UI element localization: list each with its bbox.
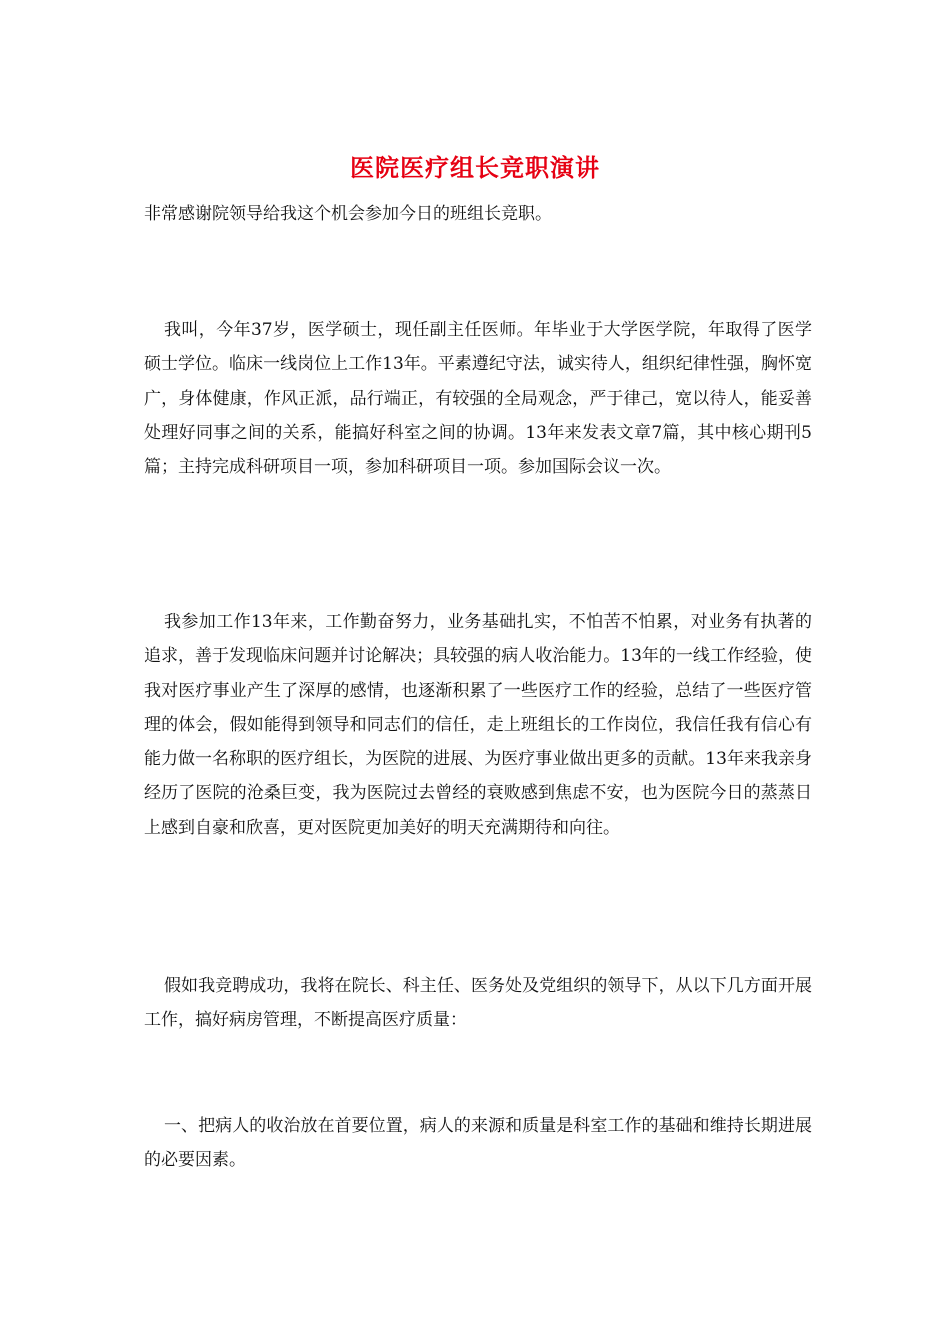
body-paragraph: 我叫，今年37岁，医学硕士，现任副主任医师。年毕业于大学医学院，年取得了医学硕士学位。临床一线岗位上工作13年。平素遵纪守法，诚实待人，组织纪律性强，胸怀宽广，身体健康，作风正派，品行端正，有较强的全局观念，严于律己，宽以待人，能妥善处理好同事之间的关系，能搞好科室之间的协调。13年来发表文章7篇，其中核心期刊5篇；主持完成科研项目一项，参加科研项目一项。参加国际会议一次。 [144, 320, 812, 478]
body-paragraph: 我参加工作13年来，工作勤奋努力，业务基础扎实，不怕苦不怕累，对业务有执著的追求，善于发现临床问题并讨论解决；具较强的病人收治能力。13年的一线工作经验，使我对医疗事业产生了深厚的感情，也逐渐积累了一些医疗工作的经验，总结了一些医疗管理的体会，假如能得到领导和同志们的信任，走上班组长的工作岗位，我信任我有信心有能力做一名称职的医疗组长，为医院的进展、为医疗事业做出更多的贡献。13年来我亲身经历了医院的沧桑巨变，我为医院过去曾经的衰败感到焦虑不安，也为医院今日的蒸蒸日上感到自豪和欣喜，更对医院更加美好的明天充满期待和向往。 [144, 612, 812, 838]
document-title: 医院医疗组长竞职演讲 [350, 153, 600, 182]
intro-paragraph: 非常感谢院领导给我这个机会参加今日的班组长竞职。 [144, 204, 552, 224]
body-paragraph: 一、把病人的收治放在首要位置，病人的来源和质量是科室工作的基础和维持长期进展的必要因素。 [144, 1116, 812, 1171]
body-paragraph: 假如我竞聘成功，我将在院长、科主任、医务处及党组织的领导下，从以下几方面开展工作，搞好病房管理，不断提高医疗质量： [144, 976, 812, 1031]
